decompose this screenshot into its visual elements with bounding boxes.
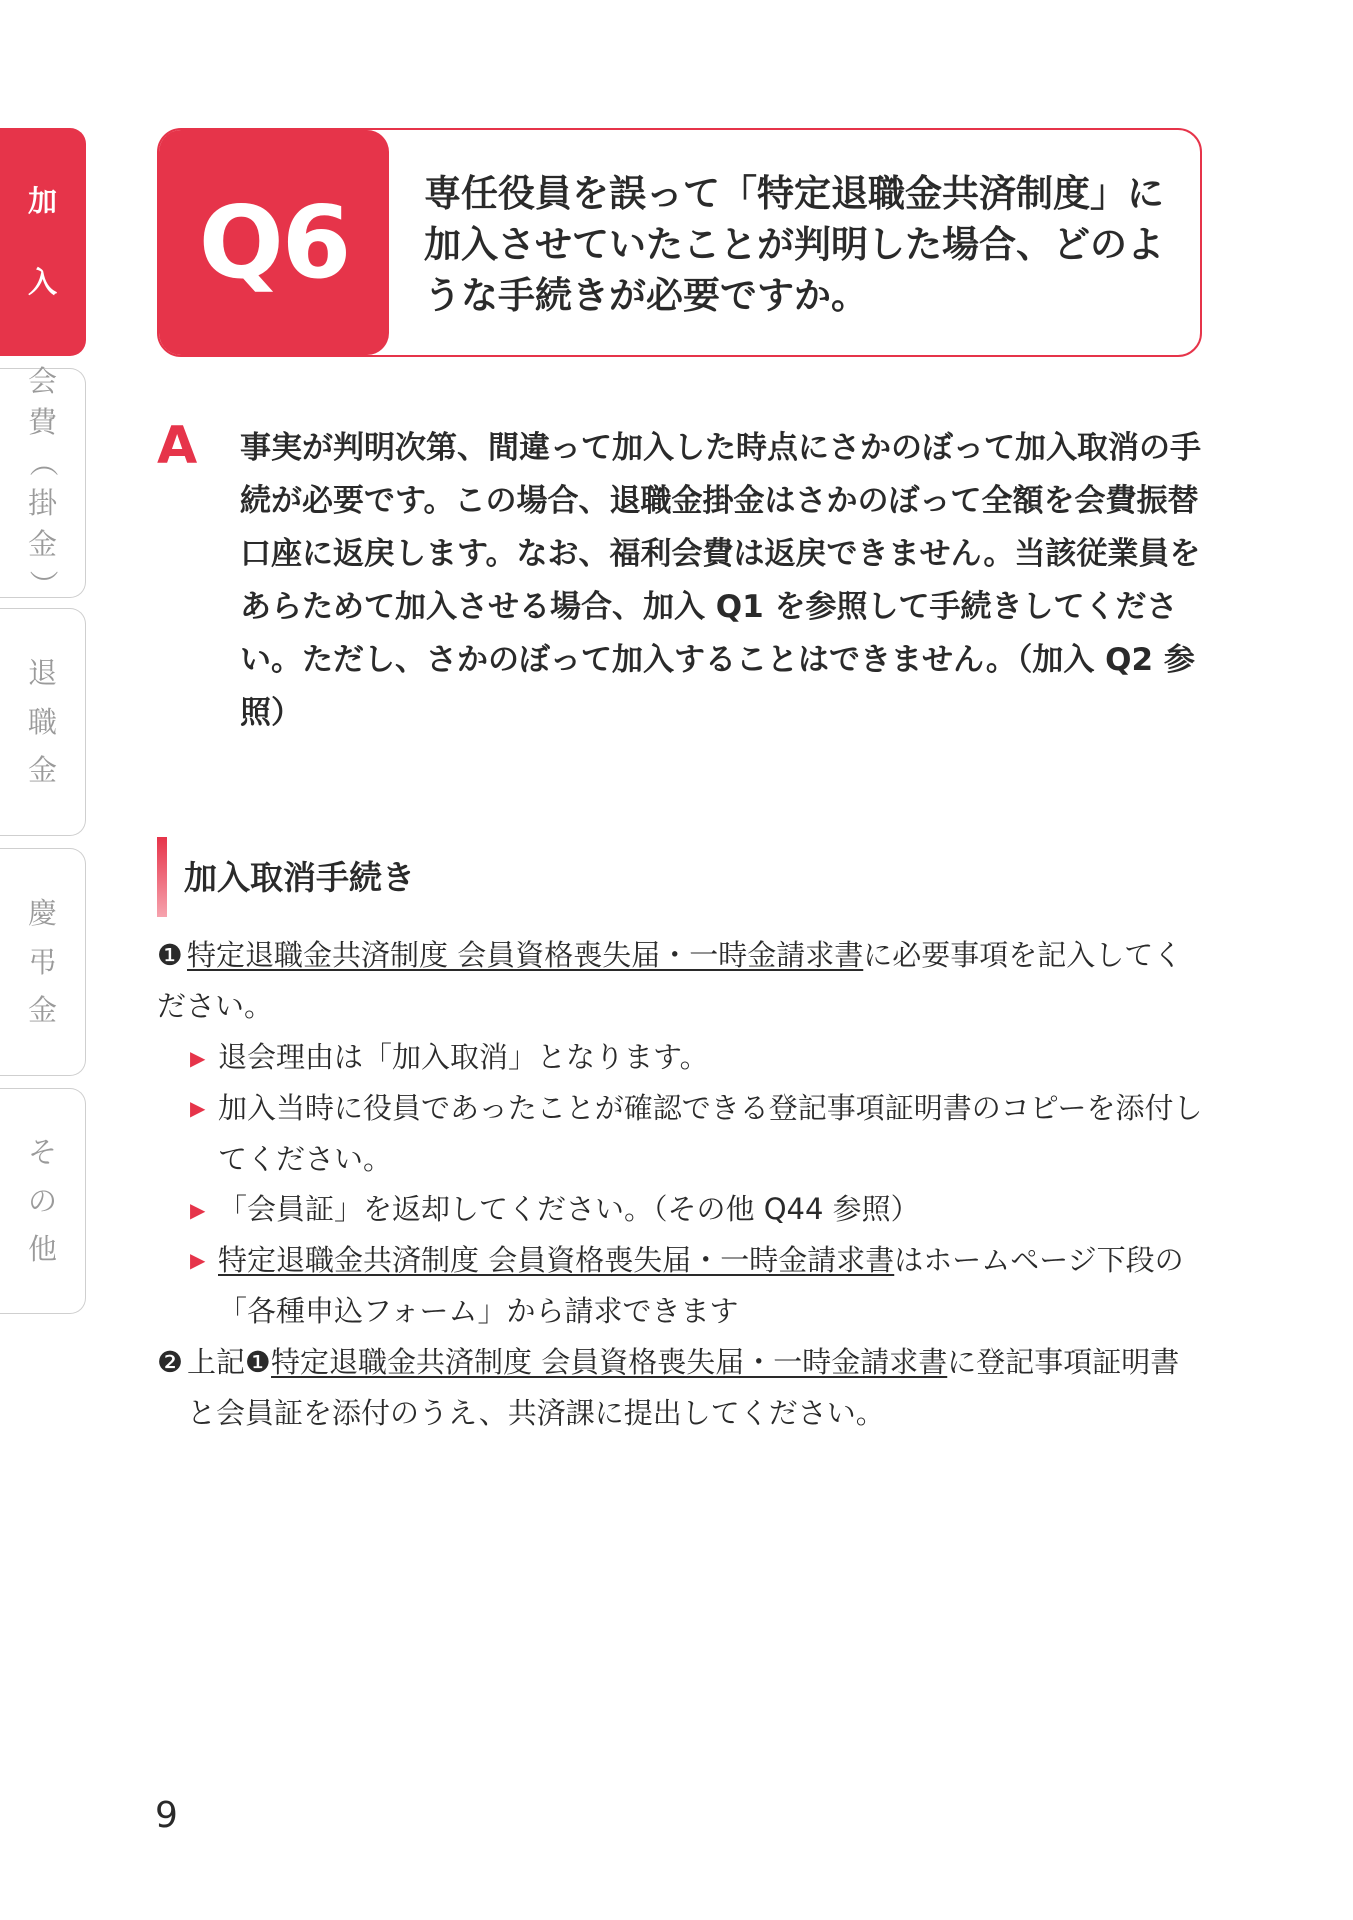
step-1-rest: に必要事項を記入してください。 [157, 938, 1183, 1023]
tab-char: 他 [27, 1232, 57, 1267]
tab-char: の [27, 1183, 57, 1218]
bullet-text: 退会理由は「加入取消」となります。 [218, 1040, 709, 1074]
tab-taishokukin[interactable] [0, 608, 86, 836]
form-link[interactable]: 特定退職金共済制度 会員資格喪失届・一時金請求書 [218, 1243, 895, 1277]
bullet-text: 「会員証」を返却してください。（その他 Q44 参照） [218, 1192, 920, 1226]
form-link[interactable]: 特定退職金共済制度 会員資格喪失届・一時金請求書 [271, 1345, 948, 1379]
step-2-number: ❷ [157, 1345, 183, 1379]
tab-char: 金 [27, 526, 57, 561]
step-1-number: ❶ [157, 938, 183, 972]
tab-sonota[interactable] [0, 1088, 86, 1314]
tab-kaihi[interactable] [0, 364, 86, 599]
tab-char: そ [27, 1135, 57, 1170]
tab-char: 弔 [27, 944, 57, 979]
bullet-text: 加入当時に役員であったことが確認できる登記事項証明書のコピーを添付してください。 [218, 1091, 1203, 1176]
triangle-bullet-icon: ▶ [190, 1198, 206, 1222]
tab-char: 金 [27, 993, 57, 1028]
tab-char: ） [25, 569, 60, 599]
answer-text: 事実が判明次第、間違って加入した時点にさかのぼって加入取消の手続が必要です。この場合、退職金掛金はさかのぼって全額を会費振替口座に返戻します。なお、福利会費は返戻できません。当該従業員をあらためて加入させる場合、加入 Q1 を参照して手続きしてください。ただし、さかのぼって加入することはできません。（加入 Q2 参照） [240, 430, 1201, 731]
tab-keichokin[interactable] [0, 848, 86, 1076]
bullet-item [190, 1032, 1205, 1084]
step-2-rest: に登記事項証明書と会員証を添付のうえ、共済課に提出してください。 [187, 1345, 1180, 1430]
bullet-item [190, 1184, 1205, 1236]
step-1 [157, 930, 1207, 1031]
form-link[interactable]: 特定退職金共済制度 会員資格喪失届・一時金請求書 [187, 938, 864, 972]
tab-char: 入 [27, 265, 57, 299]
step-2-prefix: 上記 [187, 1345, 246, 1379]
question-text: 専任役員を誤って「特定退職金共済制度」に加入させていたことが判明した場合、どのような手続きが必要ですか。 [424, 172, 1164, 317]
triangle-bullet-icon: ▶ [190, 1096, 206, 1120]
triangle-bullet-icon: ▶ [190, 1046, 206, 1070]
tab-char: 職 [27, 704, 57, 739]
tab-char: 会 [27, 364, 57, 399]
tab-char: 金 [27, 753, 57, 788]
tab-char: 加 [27, 184, 57, 219]
tab-char: 費 [27, 404, 57, 439]
bullet-item [190, 1235, 1205, 1336]
tab-char: （ [25, 448, 60, 478]
question-box [157, 128, 1202, 357]
bullet-text: はホームページ下段の「各種申込フォーム」から請求できます [218, 1243, 1184, 1328]
bullet-item [190, 1083, 1205, 1184]
step-1-line [157, 930, 1207, 1031]
section-accent-bar [157, 837, 167, 917]
answer-mark: A [157, 416, 198, 476]
step-2-ref: ❶ [245, 1345, 272, 1379]
question-label: Q6 [159, 130, 389, 355]
tab-char: 慶 [27, 896, 57, 931]
page-number: 9 [155, 1795, 178, 1836]
tab-kanyu[interactable] [0, 128, 86, 356]
tab-char: 退 [27, 656, 57, 691]
section-title: 加入取消手続き [184, 858, 415, 897]
tab-char: 掛 [27, 486, 57, 520]
step-2 [157, 1337, 1207, 1438]
triangle-bullet-icon: ▶ [190, 1248, 206, 1272]
